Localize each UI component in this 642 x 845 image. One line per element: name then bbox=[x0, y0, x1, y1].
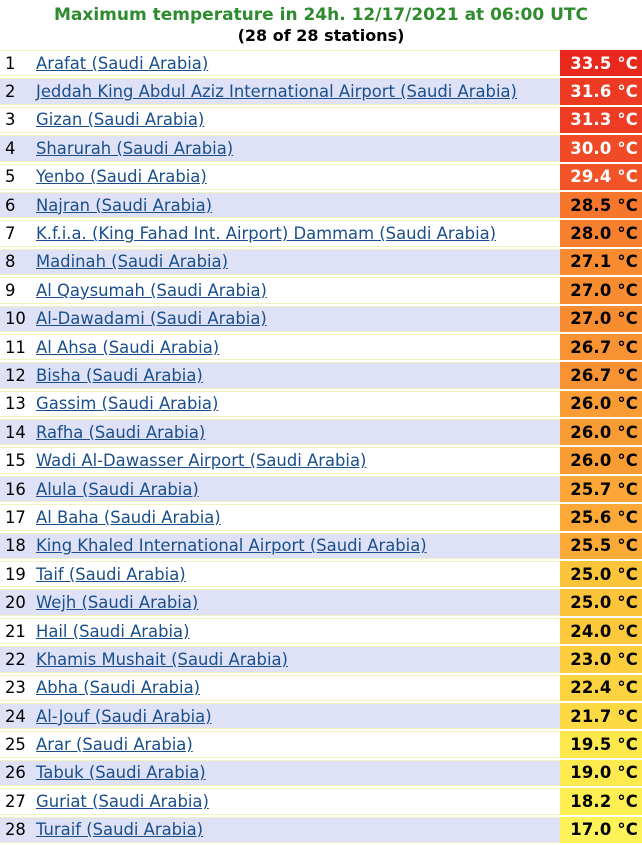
station-link[interactable]: Khamis Mushait (Saudi Arabia) bbox=[36, 649, 288, 669]
station-link[interactable]: Al-Jouf (Saudi Arabia) bbox=[36, 706, 212, 726]
stations-table bbox=[0, 48, 642, 845]
station-rank: 27 bbox=[0, 788, 35, 814]
station-rank: 17 bbox=[0, 504, 35, 530]
temperature-badge: 25.5 °C bbox=[560, 533, 642, 559]
station-name-cell bbox=[35, 192, 560, 218]
temperature-badge: 31.6 °C bbox=[560, 78, 642, 104]
table-row bbox=[0, 533, 642, 559]
station-link[interactable]: Gizan (Saudi Arabia) bbox=[36, 110, 205, 130]
station-name-cell bbox=[35, 703, 560, 729]
station-link[interactable]: Hail (Saudi Arabia) bbox=[36, 621, 190, 641]
temperature-badge: 26.7 °C bbox=[560, 362, 642, 388]
station-name-cell bbox=[35, 164, 560, 190]
temperature-badge: 26.0 °C bbox=[560, 419, 642, 445]
table-row bbox=[0, 589, 642, 615]
station-rank: 25 bbox=[0, 731, 35, 757]
temperature-badge: 26.0 °C bbox=[560, 391, 642, 417]
station-rank: 1 bbox=[0, 50, 35, 76]
station-rank: 8 bbox=[0, 249, 35, 275]
station-name-cell bbox=[35, 50, 560, 76]
station-link[interactable]: Al Baha (Saudi Arabia) bbox=[36, 507, 221, 527]
temperature-badge: 27.1 °C bbox=[560, 249, 642, 275]
table-row bbox=[0, 788, 642, 814]
station-link[interactable]: Jeddah King Abdul Aziz International Airport (Saudi Arabia) bbox=[36, 82, 517, 102]
station-rank: 23 bbox=[0, 675, 35, 701]
station-name-cell bbox=[35, 618, 560, 644]
station-link[interactable]: Guriat (Saudi Arabia) bbox=[36, 791, 209, 811]
station-name-cell bbox=[35, 306, 560, 332]
temperature-badge: 25.7 °C bbox=[560, 476, 642, 502]
table-row bbox=[0, 703, 642, 729]
station-name-cell bbox=[35, 760, 560, 786]
station-link[interactable]: K.f.i.a. (King Fahad Int. Airport) Dammam (Saudi Arabia) bbox=[36, 224, 497, 244]
station-rank: 22 bbox=[0, 646, 35, 672]
temperature-badge: 24.0 °C bbox=[560, 618, 642, 644]
station-link[interactable]: Al Ahsa (Saudi Arabia) bbox=[36, 337, 220, 357]
station-rank: 28 bbox=[0, 817, 35, 843]
table-row bbox=[0, 504, 642, 530]
station-rank: 26 bbox=[0, 760, 35, 786]
station-link[interactable]: Sharurah (Saudi Arabia) bbox=[36, 138, 234, 158]
page-title: Maximum temperature in 24h. 12/17/2021 at 06:00 UTC bbox=[54, 5, 588, 25]
station-count: (28 of 28 stations) bbox=[237, 26, 405, 45]
station-rank: 11 bbox=[0, 334, 35, 360]
station-link[interactable]: Yenbo (Saudi Arabia) bbox=[36, 167, 207, 187]
table-row bbox=[0, 391, 642, 417]
station-link[interactable]: Rafha (Saudi Arabia) bbox=[36, 422, 206, 442]
station-rank: 2 bbox=[0, 78, 35, 104]
station-name-cell bbox=[35, 533, 560, 559]
station-name-cell bbox=[35, 817, 560, 843]
table-row bbox=[0, 731, 642, 757]
station-name-cell bbox=[35, 391, 560, 417]
station-name-cell bbox=[35, 419, 560, 445]
station-rank: 16 bbox=[0, 476, 35, 502]
station-name-cell bbox=[35, 277, 560, 303]
temperature-badge: 27.0 °C bbox=[560, 277, 642, 303]
temperature-badge: 18.2 °C bbox=[560, 788, 642, 814]
station-link[interactable]: Arar (Saudi Arabia) bbox=[36, 735, 193, 755]
station-name-cell bbox=[35, 646, 560, 672]
station-rank: 10 bbox=[0, 306, 35, 332]
table-row bbox=[0, 675, 642, 701]
station-rank: 12 bbox=[0, 362, 35, 388]
station-name-cell bbox=[35, 731, 560, 757]
station-rank: 13 bbox=[0, 391, 35, 417]
station-link[interactable]: Al-Dawadami (Saudi Arabia) bbox=[36, 309, 267, 329]
station-rank: 15 bbox=[0, 447, 35, 473]
station-link[interactable]: Abha (Saudi Arabia) bbox=[36, 678, 201, 698]
temperature-badge: 19.5 °C bbox=[560, 731, 642, 757]
station-link[interactable]: Gassim (Saudi Arabia) bbox=[36, 394, 219, 414]
station-name-cell bbox=[35, 589, 560, 615]
table-row bbox=[0, 220, 642, 246]
table-row bbox=[0, 561, 642, 587]
station-rank: 4 bbox=[0, 135, 35, 161]
table-row bbox=[0, 447, 642, 473]
temperature-badge: 25.6 °C bbox=[560, 504, 642, 530]
station-link[interactable]: Taif (Saudi Arabia) bbox=[36, 564, 186, 584]
table-row bbox=[0, 760, 642, 786]
station-name-cell bbox=[35, 135, 560, 161]
temperature-badge: 33.5 °C bbox=[560, 50, 642, 76]
table-row bbox=[0, 192, 642, 218]
temperature-badge: 19.0 °C bbox=[560, 760, 642, 786]
station-name-cell bbox=[35, 107, 560, 133]
station-link[interactable]: Al Qaysumah (Saudi Arabia) bbox=[36, 280, 267, 300]
station-name-cell bbox=[35, 476, 560, 502]
station-link[interactable]: Wejh (Saudi Arabia) bbox=[36, 593, 199, 613]
temperature-badge: 23.0 °C bbox=[560, 646, 642, 672]
table-row bbox=[0, 646, 642, 672]
temperature-badge: 30.0 °C bbox=[560, 135, 642, 161]
temperature-badge: 27.0 °C bbox=[560, 306, 642, 332]
table-row bbox=[0, 419, 642, 445]
stations-table-body bbox=[0, 50, 642, 843]
station-link[interactable]: Bisha (Saudi Arabia) bbox=[36, 365, 203, 385]
station-name-cell bbox=[35, 504, 560, 530]
station-name-cell bbox=[35, 78, 560, 104]
station-rank: 20 bbox=[0, 589, 35, 615]
temperature-badge: 28.5 °C bbox=[560, 192, 642, 218]
table-row bbox=[0, 306, 642, 332]
temperature-badge: 22.4 °C bbox=[560, 675, 642, 701]
station-link[interactable]: King Khaled International Airport (Saudi Arabia) bbox=[36, 536, 427, 556]
station-link[interactable]: Arafat (Saudi Arabia) bbox=[36, 53, 209, 73]
station-link[interactable]: Tabuk (Saudi Arabia) bbox=[36, 763, 206, 783]
temperature-badge: 26.7 °C bbox=[560, 334, 642, 360]
station-name-cell bbox=[35, 334, 560, 360]
table-row bbox=[0, 277, 642, 303]
station-link[interactable]: Wadi Al-Dawasser Airport (Saudi Arabia) bbox=[36, 451, 367, 471]
temperature-badge: 29.4 °C bbox=[560, 164, 642, 190]
temperature-badge: 17.0 °C bbox=[560, 817, 642, 843]
station-name-cell bbox=[35, 249, 560, 275]
station-rank: 19 bbox=[0, 561, 35, 587]
station-link[interactable]: Alula (Saudi Arabia) bbox=[36, 479, 199, 499]
temperature-badge: 31.3 °C bbox=[560, 107, 642, 133]
station-name-cell bbox=[35, 362, 560, 388]
station-rank: 14 bbox=[0, 419, 35, 445]
station-link[interactable]: Turaif (Saudi Arabia) bbox=[36, 820, 204, 840]
station-rank: 6 bbox=[0, 192, 35, 218]
table-row bbox=[0, 476, 642, 502]
table-row bbox=[0, 135, 642, 161]
table-row bbox=[0, 334, 642, 360]
table-row bbox=[0, 78, 642, 104]
station-name-cell bbox=[35, 788, 560, 814]
temperature-badge: 25.0 °C bbox=[560, 589, 642, 615]
station-rank: 18 bbox=[0, 533, 35, 559]
station-rank: 21 bbox=[0, 618, 35, 644]
temperature-badge: 28.0 °C bbox=[560, 220, 642, 246]
station-rank: 7 bbox=[0, 220, 35, 246]
station-name-cell bbox=[35, 447, 560, 473]
station-rank: 5 bbox=[0, 164, 35, 190]
station-name-cell bbox=[35, 220, 560, 246]
temperature-badge: 25.0 °C bbox=[560, 561, 642, 587]
temperature-badge: 26.0 °C bbox=[560, 447, 642, 473]
table-row bbox=[0, 249, 642, 275]
table-row bbox=[0, 362, 642, 388]
temperature-badge: 21.7 °C bbox=[560, 703, 642, 729]
station-rank: 9 bbox=[0, 277, 35, 303]
station-rank: 3 bbox=[0, 107, 35, 133]
station-link[interactable]: Najran (Saudi Arabia) bbox=[36, 195, 213, 215]
table-row bbox=[0, 164, 642, 190]
station-name-cell bbox=[35, 675, 560, 701]
table-row bbox=[0, 107, 642, 133]
station-link[interactable]: Madinah (Saudi Arabia) bbox=[36, 252, 228, 272]
station-rank: 24 bbox=[0, 703, 35, 729]
table-row bbox=[0, 50, 642, 76]
station-name-cell bbox=[35, 561, 560, 587]
table-row bbox=[0, 618, 642, 644]
table-row bbox=[0, 817, 642, 843]
